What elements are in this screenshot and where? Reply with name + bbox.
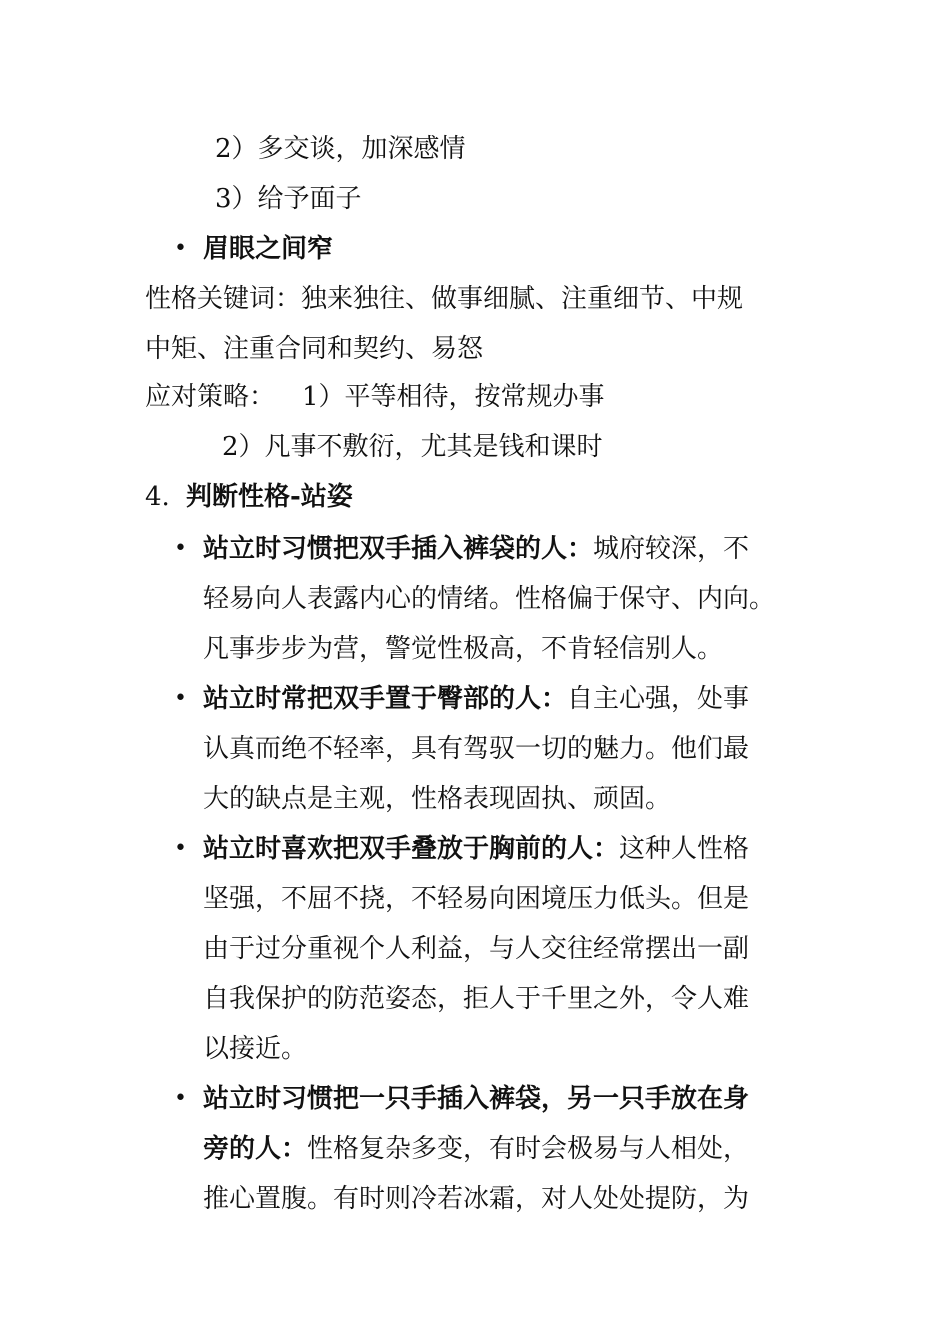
- bullet-text: 这种人性格: [619, 834, 750, 864]
- text-line: 由于过分重视个人利益，与人交往经常摆出一副: [203, 934, 750, 964]
- bullet-icon: •: [174, 236, 187, 261]
- bullet-term: 站立时常把双手置于臀部的人：: [203, 684, 568, 714]
- bullet-term: 站立时喜欢把双手叠放于胸前的人：: [203, 834, 620, 864]
- bullet-icon: •: [174, 836, 187, 861]
- bullet-item: [203, 674, 749, 724]
- text-line: 2）凡事不敷衍，尤其是钱和课时: [222, 432, 603, 462]
- bullet-text: 自主心强，处事: [567, 684, 750, 714]
- text-line: 1）平等相待，按常规办事: [302, 382, 605, 412]
- text-line: 轻易向人表露内心的情绪。性格偏于保守、内向。: [203, 584, 776, 614]
- bullet-text: 城府较深，不: [593, 534, 750, 564]
- text-line: 3）给予面子: [215, 184, 362, 214]
- section-heading: 判断性格-站姿: [186, 482, 353, 512]
- bullet-item: [203, 1124, 749, 1174]
- text-line: 坚强，不屈不挠，不轻易向困境压力低头。但是: [203, 884, 750, 914]
- bullet-heading: 眉眼之间窄: [203, 234, 334, 264]
- text-line: 性格关键词：独来独往、做事细腻、注重细节、中规: [145, 284, 744, 314]
- bullet-term: 站立时习惯把双手插入裤袋的人：: [203, 534, 594, 564]
- bullet-term: 旁的人：: [203, 1134, 308, 1164]
- bullet-icon: •: [174, 536, 187, 561]
- strategy-label: 应对策略：: [145, 382, 276, 412]
- text-line: 推心置腹。有时则冷若冰霜，对人处处提防，为: [203, 1184, 750, 1214]
- section-number: 4.: [145, 482, 170, 512]
- bullet-icon: •: [174, 686, 187, 711]
- bullet-item: [203, 524, 749, 574]
- text-line: 中矩、注重合同和契约、易怒: [145, 334, 484, 364]
- text-line: 认真而绝不轻率，具有驾驭一切的魅力。他们最: [203, 734, 750, 764]
- text-line: 大的缺点是主观，性格表现固执、顽固。: [203, 784, 672, 814]
- text-line: 自我保护的防范姿态，拒人于千里之外，令人难: [203, 984, 750, 1014]
- bullet-item: [203, 824, 749, 874]
- bullet-text: 性格复杂多变，有时会极易与人相处，: [307, 1134, 750, 1164]
- bullet-term: 站立时习惯把一只手插入裤袋，另一只手放在身: [203, 1084, 750, 1114]
- text-line: 凡事步步为营，警觉性极高，不肯轻信别人。: [203, 634, 724, 664]
- text-line: 以接近。: [203, 1034, 308, 1064]
- text-line: 2）多交谈，加深感情: [215, 134, 466, 164]
- bullet-icon: •: [174, 1086, 187, 1111]
